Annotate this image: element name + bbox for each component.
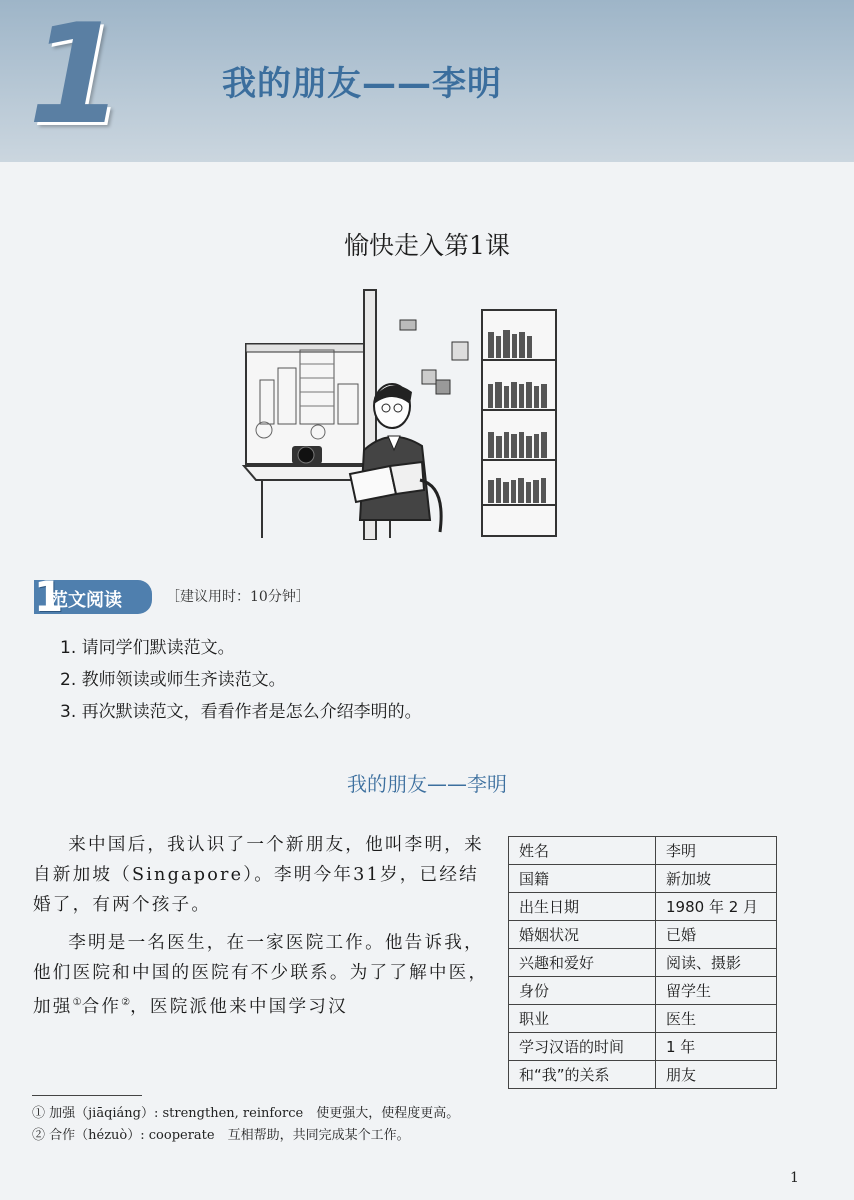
footnote-1: ① 加强（jiāqiáng）: strengthen, reinforce 使更强大，使程度更高。 bbox=[32, 1106, 460, 1121]
section-number: 1 bbox=[34, 572, 64, 621]
lesson-illustration bbox=[240, 280, 560, 540]
footnote-2: ② 合作（hézuò）: cooperate 互相帮助，共同完成某个工作。 bbox=[32, 1128, 410, 1143]
chapter-number: 1 bbox=[28, 0, 125, 155]
table-row bbox=[509, 1005, 777, 1033]
table-value: 阅读、摄影 bbox=[656, 949, 777, 977]
table-row bbox=[509, 1033, 777, 1061]
article-paragraph-1: 来中国后，我认识了一个新朋友，他叫李明，来自新加坡（Singapore）。李明今年31岁，已经结婚了，有两个孩子。 bbox=[33, 835, 484, 915]
table-value: 已婚 bbox=[656, 921, 777, 949]
article-text: ，医院派他来中国学习汉 bbox=[130, 996, 348, 1017]
table-key: 姓名 bbox=[509, 837, 656, 865]
section-label: 范文阅读 bbox=[50, 590, 122, 611]
table-row bbox=[509, 921, 777, 949]
table-value: 医生 bbox=[656, 1005, 777, 1033]
table-row bbox=[509, 865, 777, 893]
table-row bbox=[509, 949, 777, 977]
article-text: 合作 bbox=[81, 996, 122, 1017]
footnote-marker: ① bbox=[72, 997, 82, 1008]
table-row bbox=[509, 837, 777, 865]
article-title: 我的朋友——李明 bbox=[347, 772, 507, 796]
article-body bbox=[33, 830, 493, 1030]
table-value: 李明 bbox=[656, 837, 777, 865]
table-key: 职业 bbox=[509, 1005, 656, 1033]
footnote-marker: ② bbox=[121, 997, 131, 1008]
chapter-title: 我的朋友——李明 bbox=[222, 64, 502, 104]
instruction-item: 2. 教师领读或师生齐读范文。 bbox=[60, 670, 286, 690]
footnotes bbox=[32, 1103, 459, 1147]
section-tab bbox=[34, 572, 152, 621]
instruction-item: 3. 再次默读范文，看看作者是怎么介绍李明的。 bbox=[60, 702, 422, 722]
lesson-heading: 愉快走入第1课 bbox=[344, 231, 510, 260]
table-row bbox=[509, 977, 777, 1005]
section-time-hint: ［建议用时：10分钟］ bbox=[166, 589, 310, 605]
table-key: 兴趣和爱好 bbox=[509, 949, 656, 977]
table-value: 新加坡 bbox=[656, 865, 777, 893]
table-key: 身份 bbox=[509, 977, 656, 1005]
table-key: 国籍 bbox=[509, 865, 656, 893]
table-value: 朋友 bbox=[656, 1061, 777, 1089]
profile-table bbox=[508, 836, 777, 1089]
chapter-header bbox=[0, 0, 854, 162]
table-value: 1980 年 2 月 bbox=[656, 893, 777, 921]
table-key: 和“我”的关系 bbox=[509, 1061, 656, 1089]
footnote-divider bbox=[32, 1095, 142, 1096]
instruction-list bbox=[60, 632, 422, 728]
article-text: 李明是一名医生，在一家医院工作。他告诉我，他们医院和中国的医院有不少联系。为了了解中医，加强 bbox=[33, 933, 489, 1017]
table-key: 学习汉语的时间 bbox=[509, 1033, 656, 1061]
instruction-item: 1. 请同学们默读范文。 bbox=[60, 638, 235, 658]
table-row bbox=[509, 893, 777, 921]
table-key: 出生日期 bbox=[509, 893, 656, 921]
table-value: 留学生 bbox=[656, 977, 777, 1005]
page-number: 1 bbox=[790, 1170, 799, 1186]
table-key: 婚姻状况 bbox=[509, 921, 656, 949]
table-value: 1 年 bbox=[656, 1033, 777, 1061]
table-row bbox=[509, 1061, 777, 1089]
article-paragraph-2 bbox=[33, 928, 493, 1022]
